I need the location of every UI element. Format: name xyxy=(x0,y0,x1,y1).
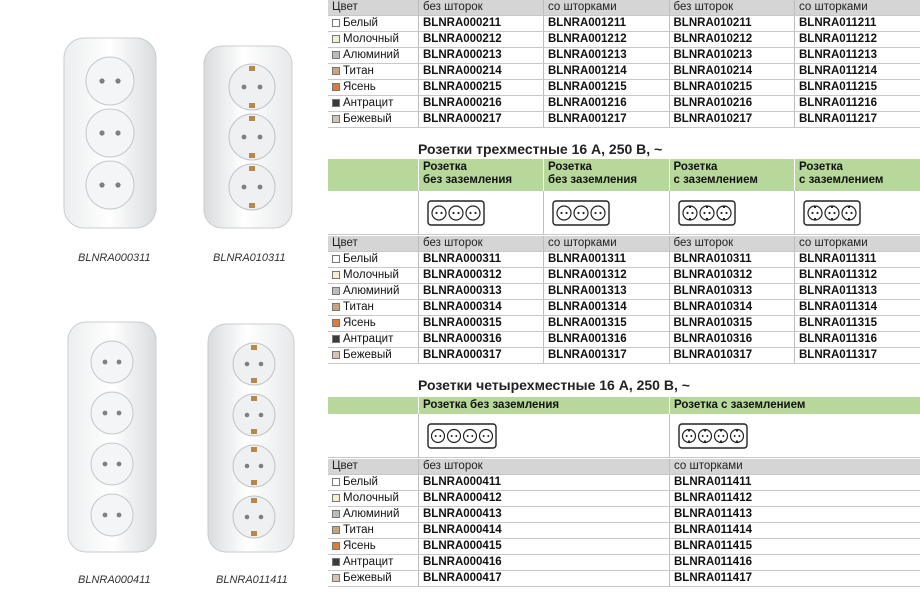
color-label: Бежевый xyxy=(343,572,392,584)
table-row xyxy=(328,523,920,539)
table-row xyxy=(328,491,920,507)
article-code-cell: BLNRA000416 xyxy=(418,555,669,570)
socket-4gang-earth-pictogram-icon xyxy=(678,421,748,451)
color-swatch xyxy=(332,115,340,123)
article-code-cell: BLNRA001216 xyxy=(543,96,669,111)
header-cell: со шторками xyxy=(794,0,920,15)
color-cell xyxy=(328,48,418,63)
product-photo-4gang-earth xyxy=(204,320,298,556)
article-code-cell: BLNRA011316 xyxy=(794,332,920,347)
table-row xyxy=(328,252,920,268)
article-code-cell: BLNRA001311 xyxy=(543,252,669,267)
table-row xyxy=(328,300,920,316)
color-cell xyxy=(328,316,418,331)
product-caption: BLNRA010311 xyxy=(213,252,286,264)
article-code-cell: BLNRA000415 xyxy=(418,539,669,554)
header-cell: со шторками xyxy=(543,236,669,251)
table-header-row xyxy=(328,0,920,16)
article-code-cell: BLNRA011215 xyxy=(794,80,920,95)
type-header-cell: Розетка с заземлением xyxy=(669,397,920,414)
color-cell xyxy=(328,284,418,299)
article-code-cell: BLNRA010213 xyxy=(669,48,795,63)
article-code-cell: BLNRA001213 xyxy=(543,48,669,63)
color-label: Антрацит xyxy=(343,556,394,568)
socket-3gang-earth-pictogram-icon xyxy=(803,198,861,228)
color-label: Ясень xyxy=(343,81,376,93)
color-cell xyxy=(328,32,418,47)
article-code-cell: BLNRA010315 xyxy=(669,316,795,331)
socket-3gang-pictogram-icon xyxy=(427,198,485,228)
header-cell: Цвет xyxy=(332,460,358,472)
article-code-cell: BLNRA001315 xyxy=(543,316,669,331)
product-caption: BLNRA000411 xyxy=(78,574,151,586)
article-code-cell: BLNRA010314 xyxy=(669,300,795,315)
type-header-row xyxy=(328,159,920,191)
article-code-cell: BLNRA000211 xyxy=(418,16,543,31)
color-cell xyxy=(328,112,418,127)
table-row xyxy=(328,571,920,587)
article-code-cell: BLNRA011311 xyxy=(794,252,920,267)
table-4gang xyxy=(328,397,920,587)
color-label: Белый xyxy=(343,253,378,265)
article-code-cell: BLNRA010317 xyxy=(669,348,795,363)
article-code-cell: BLNRA010311 xyxy=(669,252,795,267)
article-code-cell: BLNRA011415 xyxy=(669,539,920,554)
article-code-cell: BLNRA000414 xyxy=(418,523,669,538)
header-cell: со шторками xyxy=(669,459,920,474)
article-code-cell: BLNRA011416 xyxy=(669,555,920,570)
article-code-cell: BLNRA001214 xyxy=(543,64,669,79)
color-swatch xyxy=(332,83,340,91)
table-row xyxy=(328,112,920,128)
article-code-cell: BLNRA000214 xyxy=(418,64,543,79)
article-code-cell: BLNRA000312 xyxy=(418,268,543,283)
section-title-3gang: Розетки трехместные 16 А, 250 В, ~ xyxy=(418,141,663,157)
color-label: Алюминий xyxy=(343,285,400,297)
color-swatch xyxy=(332,319,340,327)
article-code-cell: BLNRA000316 xyxy=(418,332,543,347)
article-code-cell: BLNRA001312 xyxy=(543,268,669,283)
color-swatch xyxy=(332,542,340,550)
type-header-cell: Розетка с заземлением xyxy=(669,159,795,191)
article-code-cell: BLNRA011317 xyxy=(794,348,920,363)
type-header-cell: Розетка без заземления xyxy=(418,159,543,191)
socket-3gang-pictogram-icon xyxy=(552,198,610,228)
color-swatch xyxy=(332,99,340,107)
article-code-cell: BLNRA000412 xyxy=(418,491,669,506)
color-swatch xyxy=(332,19,340,27)
color-label: Титан xyxy=(343,65,374,77)
color-cell xyxy=(328,523,418,538)
color-swatch xyxy=(332,35,340,43)
table-row xyxy=(328,284,920,300)
header-cell: без шторок xyxy=(669,0,795,15)
article-code-cell: BLNRA000413 xyxy=(418,507,669,522)
article-code-cell: BLNRA011212 xyxy=(794,32,920,47)
color-cell xyxy=(328,332,418,347)
article-code-cell: BLNRA001314 xyxy=(543,300,669,315)
section-title-4gang: Розетки четырехместные 16 А, 250 В, ~ xyxy=(418,377,690,393)
article-code-cell: BLNRA011213 xyxy=(794,48,920,63)
article-code-cell: BLNRA000315 xyxy=(418,316,543,331)
table-row xyxy=(328,348,920,364)
product-caption: BLNRA011411 xyxy=(216,574,288,586)
article-code-cell: BLNRA011417 xyxy=(669,571,920,586)
product-photo-3gang-earth xyxy=(200,42,296,232)
header-cell: без шторок xyxy=(418,236,543,251)
color-cell xyxy=(328,555,418,570)
article-code-cell: BLNRA010216 xyxy=(669,96,795,111)
color-label: Бежевый xyxy=(343,349,392,361)
color-swatch xyxy=(332,335,340,343)
article-code-cell: BLNRA011411 xyxy=(669,475,920,490)
header-cell: без шторок xyxy=(418,0,543,15)
color-cell xyxy=(328,16,418,31)
article-code-cell: BLNRA001313 xyxy=(543,284,669,299)
article-code-cell: BLNRA011214 xyxy=(794,64,920,79)
article-code-cell: BLNRA001211 xyxy=(543,16,669,31)
color-cell xyxy=(328,539,418,554)
color-swatch xyxy=(332,303,340,311)
header-cell: со шторками xyxy=(794,236,920,251)
table-row xyxy=(328,80,920,96)
socket-4gang-pictogram-icon xyxy=(427,421,497,451)
table-row xyxy=(328,316,920,332)
table-row xyxy=(328,332,920,348)
color-label: Антрацит xyxy=(343,97,394,109)
type-header-cell: Розетка без заземления xyxy=(418,397,669,414)
color-swatch xyxy=(332,574,340,582)
article-code-cell: BLNRA010212 xyxy=(669,32,795,47)
article-code-cell: BLNRA000317 xyxy=(418,348,543,363)
color-cell xyxy=(328,96,418,111)
table-row xyxy=(328,539,920,555)
product-photo-3gang-no-earth xyxy=(60,34,160,232)
socket-3gang-earth-pictogram-icon xyxy=(678,198,736,228)
color-swatch xyxy=(332,510,340,518)
header-cell: без шторок xyxy=(418,459,669,474)
color-swatch xyxy=(332,271,340,279)
article-code-cell: BLNRA001316 xyxy=(543,332,669,347)
color-label: Белый xyxy=(343,476,378,488)
article-code-cell: BLNRA010312 xyxy=(669,268,795,283)
article-code-cell: BLNRA010214 xyxy=(669,64,795,79)
article-code-cell: BLNRA011313 xyxy=(794,284,920,299)
table-row xyxy=(328,32,920,48)
article-code-cell: BLNRA000212 xyxy=(418,32,543,47)
article-code-cell: BLNRA011315 xyxy=(794,316,920,331)
color-cell xyxy=(328,475,418,490)
color-label: Молочный xyxy=(343,492,399,504)
article-code-cell: BLNRA010316 xyxy=(669,332,795,347)
color-cell xyxy=(328,268,418,283)
article-code-cell: BLNRA010215 xyxy=(669,80,795,95)
table-header-row xyxy=(328,459,920,475)
color-swatch xyxy=(332,287,340,295)
color-swatch xyxy=(332,526,340,534)
article-code-cell: BLNRA010211 xyxy=(669,16,795,31)
color-label: Молочный xyxy=(343,269,399,281)
article-code-cell: BLNRA000216 xyxy=(418,96,543,111)
color-cell xyxy=(328,507,418,522)
header-cell: без шторок xyxy=(669,236,795,251)
article-code-cell: BLNRA011414 xyxy=(669,523,920,538)
article-code-cell: BLNRA011412 xyxy=(669,491,920,506)
header-cell: Цвет xyxy=(332,1,358,13)
color-swatch xyxy=(332,494,340,502)
color-label: Белый xyxy=(343,17,378,29)
type-header-row xyxy=(328,397,920,414)
color-swatch xyxy=(332,351,340,359)
article-code-cell: BLNRA010217 xyxy=(669,112,795,127)
color-label: Бежевый xyxy=(343,113,392,125)
color-cell xyxy=(328,64,418,79)
table-row xyxy=(328,555,920,571)
color-swatch xyxy=(332,67,340,75)
product-caption: BLNRA000311 xyxy=(78,252,151,264)
color-swatch xyxy=(332,255,340,263)
color-cell xyxy=(328,300,418,315)
article-code-cell: BLNRA011217 xyxy=(794,112,920,127)
table-row xyxy=(328,64,920,80)
color-cell xyxy=(328,252,418,267)
color-cell xyxy=(328,348,418,363)
type-header-cell: Розетка без заземления xyxy=(543,159,669,191)
pictogram-row xyxy=(328,191,920,235)
color-swatch xyxy=(332,478,340,486)
article-code-cell: BLNRA000311 xyxy=(418,252,543,267)
table-row xyxy=(328,96,920,112)
color-cell xyxy=(328,80,418,95)
pictogram-row xyxy=(328,414,920,458)
color-label: Алюминий xyxy=(343,49,400,61)
table-row xyxy=(328,507,920,523)
article-code-cell: BLNRA001317 xyxy=(543,348,669,363)
table-header-row xyxy=(328,236,920,252)
color-label: Алюминий xyxy=(343,508,400,520)
article-code-cell: BLNRA011314 xyxy=(794,300,920,315)
color-label: Антрацит xyxy=(343,333,394,345)
article-code-cell: BLNRA011413 xyxy=(669,507,920,522)
article-code-cell: BLNRA010313 xyxy=(669,284,795,299)
color-swatch xyxy=(332,51,340,59)
color-label: Ясень xyxy=(343,317,376,329)
article-code-cell: BLNRA000217 xyxy=(418,112,543,127)
color-label: Молочный xyxy=(343,33,399,45)
table-row xyxy=(328,268,920,284)
product-photo-4gang-no-earth xyxy=(64,318,160,556)
table-3gang xyxy=(328,159,920,364)
table-2gang xyxy=(328,0,920,128)
article-code-cell: BLNRA000314 xyxy=(418,300,543,315)
color-cell xyxy=(328,491,418,506)
header-cell: со шторками xyxy=(543,0,669,15)
article-code-cell: BLNRA000313 xyxy=(418,284,543,299)
article-code-cell: BLNRA000213 xyxy=(418,48,543,63)
type-header-cell: Розетка с заземлением xyxy=(794,159,920,191)
article-code-cell: BLNRA001217 xyxy=(543,112,669,127)
article-code-cell: BLNRA000417 xyxy=(418,571,669,586)
article-code-cell: BLNRA011216 xyxy=(794,96,920,111)
color-label: Титан xyxy=(343,524,374,536)
color-cell xyxy=(328,571,418,586)
article-code-cell: BLNRA000215 xyxy=(418,80,543,95)
table-row xyxy=(328,475,920,491)
article-code-cell: BLNRA011312 xyxy=(794,268,920,283)
article-code-cell: BLNRA011211 xyxy=(794,16,920,31)
header-cell: Цвет xyxy=(332,237,358,249)
article-code-cell: BLNRA001215 xyxy=(543,80,669,95)
color-label: Ясень xyxy=(343,540,376,552)
article-code-cell: BLNRA000411 xyxy=(418,475,669,490)
table-row xyxy=(328,48,920,64)
color-label: Титан xyxy=(343,301,374,313)
color-swatch xyxy=(332,558,340,566)
table-row xyxy=(328,16,920,32)
article-code-cell: BLNRA001212 xyxy=(543,32,669,47)
